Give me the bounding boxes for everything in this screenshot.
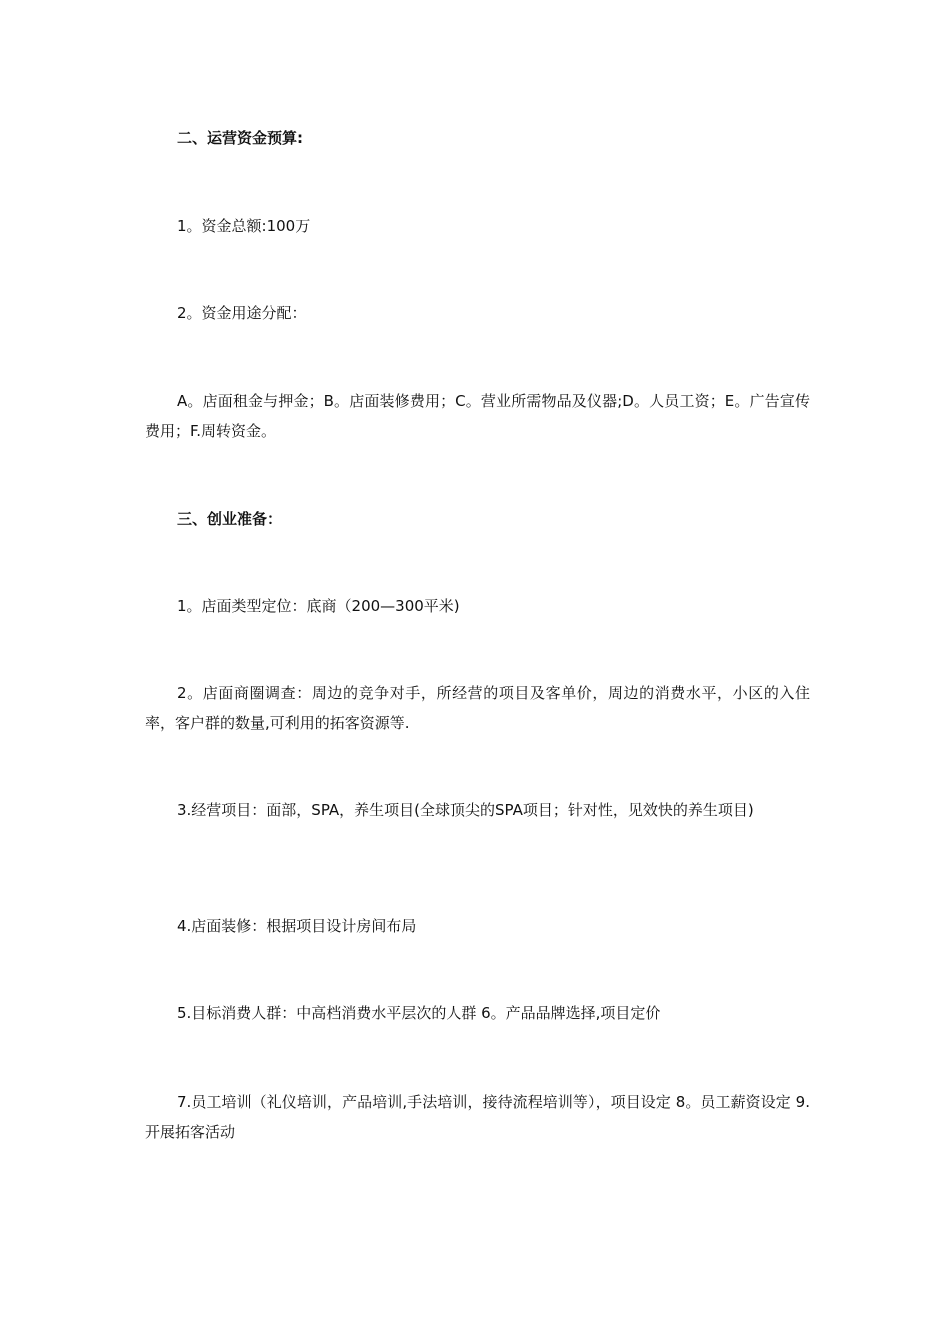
section-heading-operating-budget: 二、运营资金预算: xyxy=(177,129,303,147)
paragraph-store-decoration: 4.店面装修：根据项目设计房间布局 xyxy=(177,917,417,935)
section-heading-startup-preparation: 三、创业准备： xyxy=(177,510,283,528)
paragraph-target-customers: 5.目标消费人群：中高档消费水平层次的人群 6。产品品牌选择,项目定价 xyxy=(177,1004,661,1022)
paragraph-staff-training: 7.员工培训（礼仪培训，产品培训,手法培训，接待流程培训等），项目设定 8。员工薪资设定 9.开展拓客活动 xyxy=(145,1093,810,1141)
paragraph-store-type: 1。店面类型定位：底商（200—300平米) xyxy=(177,597,460,615)
paragraph-market-survey: 2。店面商圈调查：周边的竞争对手，所经营的项目及客单价，周边的消费水平，小区的入住率，客户群的数量,可利用的拓客资源等. xyxy=(145,684,810,732)
paragraph-fund-items: A。店面租金与押金；B。店面装修费用；C。营业所需物品及仪器;D。人员工资；E。广告宣传费用；F.周转资金。 xyxy=(145,392,810,440)
paragraph-total-capital: 1。资金总额:100万 xyxy=(177,217,311,235)
paragraph-business-items: 3.经营项目：面部，SPA，养生项目(全球顶尖的SPA项目；针对性，见效快的养生项目) xyxy=(177,801,754,819)
paragraph-fund-allocation: 2。资金用途分配： xyxy=(177,304,307,322)
